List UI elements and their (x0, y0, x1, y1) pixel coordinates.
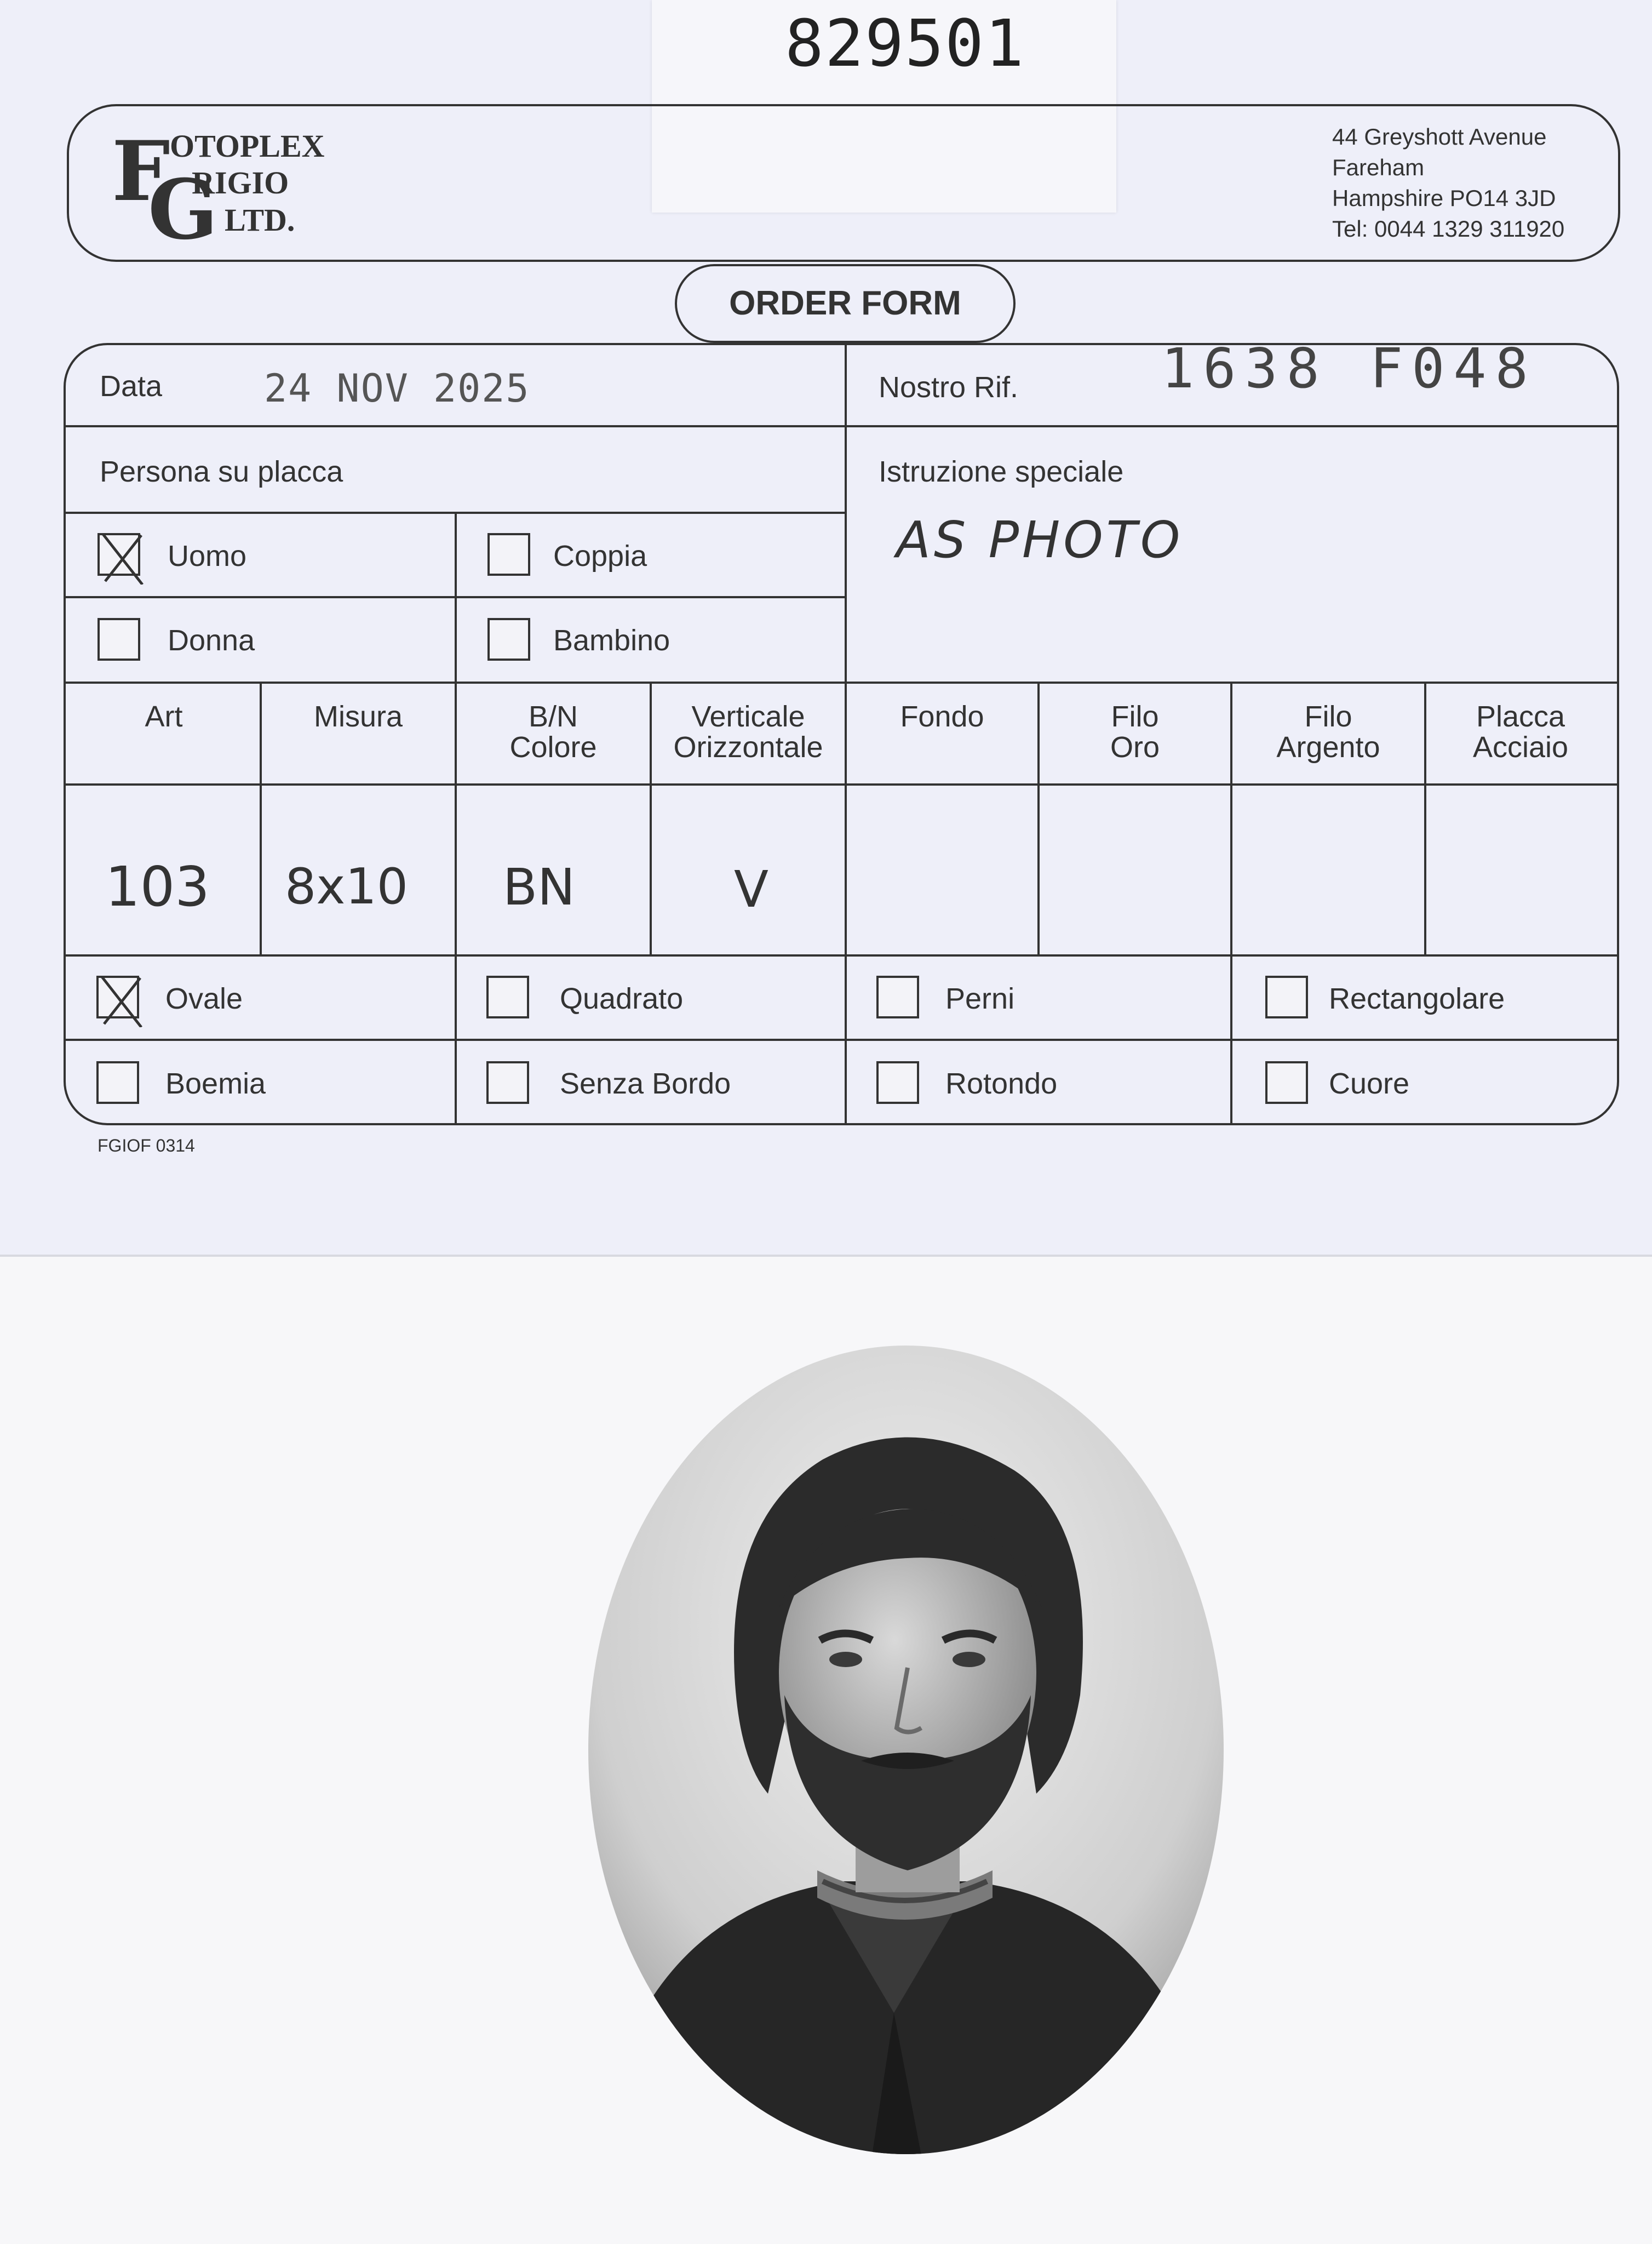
oval-portrait-photo (587, 1344, 1225, 2155)
grid-rule (455, 512, 457, 682)
logo-monogram-g: G (148, 162, 219, 258)
col-header-orientation: Verticale Orizzontale (673, 700, 823, 764)
logo-line-1: OTOPLEX (170, 128, 325, 164)
col-header-fondo: Fondo (900, 700, 984, 733)
boemia-checkbox[interactable] (96, 1061, 139, 1104)
quadrato-checkbox[interactable] (486, 976, 529, 1018)
grid-rule (66, 1039, 1617, 1041)
check-x-icon (97, 530, 147, 585)
grid-rule (66, 954, 1617, 957)
col-header-misura: Misura (313, 700, 403, 733)
grid-rule (66, 783, 1617, 786)
bn-colore-value: BN (503, 858, 575, 917)
uomo-label: Uomo (168, 540, 247, 573)
col-header-bn-colore: B/N Colore (509, 700, 597, 764)
boemia-label: Boemia (165, 1067, 266, 1100)
perni-checkbox[interactable] (876, 976, 919, 1018)
data-label: Data (100, 370, 163, 403)
address-phone: Tel: 0044 1329 311920 (1332, 216, 1565, 242)
check-x-icon (96, 972, 146, 1027)
orientation-value: V (734, 860, 768, 919)
col-header-filo-oro: Filo Oro (1110, 700, 1160, 764)
address-line: Fareham (1332, 154, 1425, 180)
persona-label: Persona su placca (100, 455, 343, 488)
address-line: Hampshire PO14 3JD (1332, 185, 1556, 211)
art-value: 103 (105, 855, 210, 919)
logo-line-3: LTD. (225, 202, 295, 238)
logo-monogram-f: F (112, 123, 170, 220)
senza-bordo-checkbox[interactable] (486, 1061, 529, 1104)
senza-bordo-label: Senza Bordo (560, 1067, 731, 1100)
istruzione-handwritten: AS PHOTO (896, 511, 1184, 569)
order-number: 829501 (784, 5, 1025, 81)
ovale-checkbox[interactable] (96, 976, 139, 1018)
col-header-art: Art (145, 700, 183, 733)
cuore-label: Cuore (1329, 1067, 1410, 1100)
form-title: ORDER FORM (675, 264, 1016, 343)
logo-line-2: RIGIO (192, 165, 289, 201)
grid-rule (845, 345, 847, 1123)
ovale-label: Ovale (165, 982, 243, 1015)
grid-rule (66, 682, 1617, 684)
grid-rule (66, 425, 1617, 427)
donna-checkbox[interactable] (97, 618, 140, 661)
bambino-checkbox[interactable] (487, 618, 530, 661)
ref-stamp: 1638 F048 (1161, 336, 1537, 400)
company-address (1332, 122, 1564, 244)
donna-label: Donna (168, 624, 255, 657)
rectangolare-label: Rectangolare (1329, 982, 1505, 1015)
ref-label: Nostro Rif. (879, 371, 1019, 404)
coppia-label: Coppia (553, 540, 647, 573)
misura-value: 8x10 (285, 858, 409, 915)
col-header-filo-argento: Filo Argento (1276, 700, 1380, 764)
col-header-placca-acciaio: Placca Acciaio (1472, 700, 1569, 764)
coppia-checkbox[interactable] (487, 533, 530, 576)
istruzione-label: Istruzione speciale (879, 455, 1124, 488)
rotondo-label: Rotondo (945, 1067, 1058, 1100)
date-stamp: 24 NOV 2025 (264, 366, 530, 411)
uomo-checkbox[interactable] (97, 533, 140, 576)
perni-label: Perni (945, 982, 1015, 1015)
company-logo (110, 123, 340, 258)
form-code: FGIOF 0314 (97, 1136, 195, 1155)
quadrato-label: Quadrato (560, 982, 684, 1015)
cuore-checkbox[interactable] (1265, 1061, 1308, 1104)
rotondo-checkbox[interactable] (876, 1061, 919, 1104)
sheet-edge (0, 1255, 1652, 1257)
rectangolare-checkbox[interactable] (1265, 976, 1308, 1018)
address-line: 44 Greyshott Avenue (1332, 124, 1547, 150)
bambino-label: Bambino (553, 624, 670, 657)
